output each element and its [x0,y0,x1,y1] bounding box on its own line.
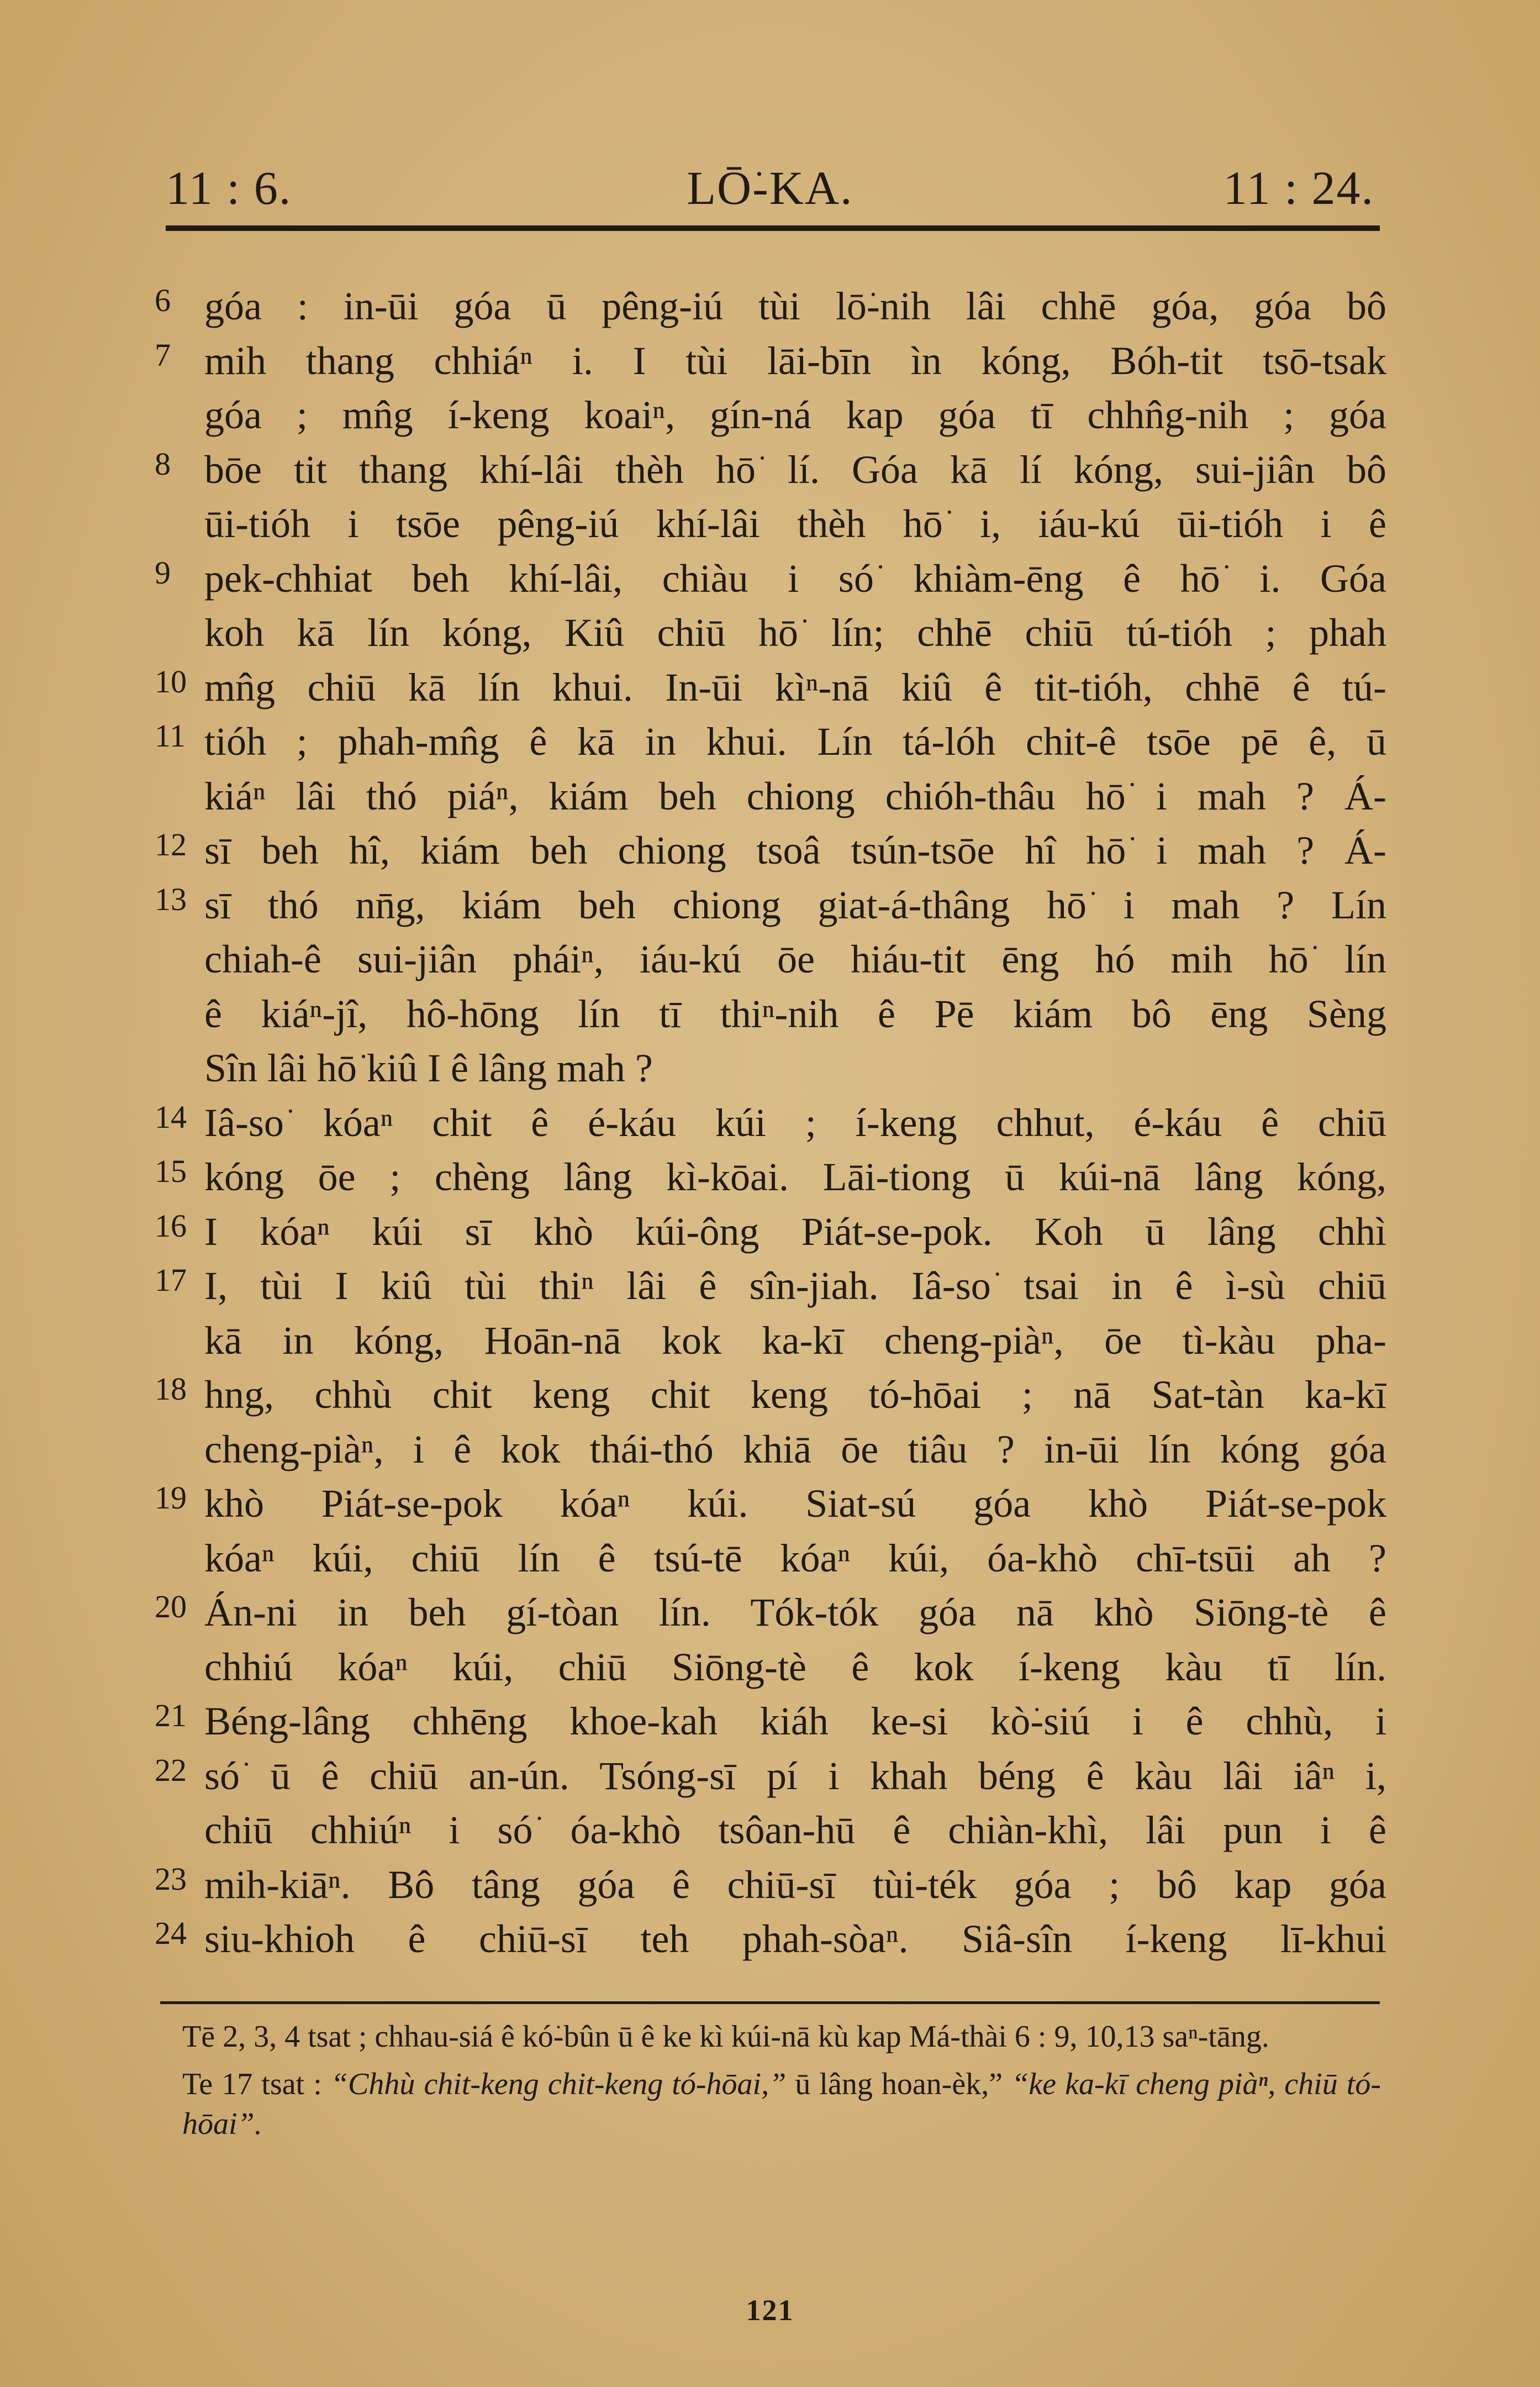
footnote-2-prefix: Te 17 tsat : [182,2067,322,2101]
line-text: tióh ; phah-mn̂g ê kā in khui. Lín tá-lóh chit-ê tsōe pē ê, ū [204,719,1386,764]
line-text: I, tùi I kiû tùi thiⁿ lâi ê sîn-jiah. Iâ-so͘ tsai in ê ì-sù chiū [204,1264,1386,1308]
line-text: koh kā lín kóng, Kiû chiū hō͘ lín; chhē chiū tú-tióh ; phah [204,611,1386,655]
text-line [155,987,1386,1042]
line-text: Iâ-so͘ kóaⁿ chit ê é-káu kúi ; í-keng chhut, é-káu ê chiū [204,1100,1386,1145]
text-line [155,823,1386,878]
line-text: ê kiáⁿ-jî, hô-hōng lín tī thiⁿ-nih ê Pē kiám bô ēng Sèng [204,991,1386,1036]
verse-number: 22 [155,1752,187,1788]
footnote-2 [182,2064,1381,2144]
line-text: siu-khioh ê chiū-sī teh phah-sòaⁿ. Siâ-sîn í-keng lī-khui [204,1917,1386,1961]
text-line [155,606,1386,660]
footnote-rule [160,2001,1380,2004]
running-header [166,160,1374,221]
verse-number: 17 [155,1262,187,1298]
line-text: góa : in-ūi góa ū pêng-iú tùi lō͘-nih lâi chhē góa, góa bô [204,284,1386,328]
verse-number: 16 [155,1207,187,1244]
line-text: pek-chhiat beh khí-lâi, chiàu i só͘ khiàm-ēng ê hō͘ i. Góa [204,556,1386,601]
line-text: cheng-piàⁿ, i ê kok thái-thó khiā ōe tiâu ? in-ūi lín kóng góa [204,1427,1386,1471]
verse-number: 6 [155,282,171,318]
line-text: mih-kiāⁿ. Bô tâng góa ê chiū-sī tùi-ték góa ; bô kap góa [204,1862,1386,1907]
footnote-2-quote-2: “ke ka-kī cheng piàⁿ, chiū tó-hōai”. [182,2067,1381,2141]
line-text: kóng ōe ; chèng lâng kì-kōai. Lāi-tiong ū kúi-nā lâng kóng, [204,1155,1386,1199]
footnote-1: Tē 2, 3, 4 tsat ; chhau-siá ê kó͘-bûn ū ê ke kì kúi-nā kù kap Má-thài 6 : 9, 10,13 saⁿ-tāng. [182,2020,1269,2054]
text-line [155,1096,1386,1150]
line-text: góa ; mn̂g í-keng koaiⁿ, gín-ná kap góa tī chhn̂g-nih ; góa [204,393,1386,437]
text-line [155,1205,1386,1259]
text-line [155,334,1386,388]
text-line [155,878,1386,933]
line-text: sī beh hî, kiám beh chiong tsoâ tsún-tsōe hî hō͘ i mah ? Á- [204,828,1386,872]
line-text: só͘ ū ê chiū an-ún. Tsóng-sī pí i khah béng ê kàu lâi iâⁿ i, [204,1753,1386,1798]
line-text: chiah-ê sui-jiân pháiⁿ, iáu-kú ōe hiáu-tit ēng hó mih hō͘ lín [204,937,1386,981]
text-line [155,1858,1386,1912]
footnote-2-quote-1: “Chhù chit-keng chit-keng tó-hōai,” [330,2067,787,2101]
verse-number: 14 [155,1098,187,1135]
line-text: Béng-lâng chhēng khoe-kah kiáh ke-si kò͘-siú i ê chhù, i [204,1699,1386,1743]
text-line [155,714,1386,769]
line-text: Án-ni in beh gí-tòan lín. Tók-tók góa nā khò Siōng-tè ê [204,1590,1386,1634]
line-text: kā in kóng, Hoān-nā kok ka-kī cheng-piàⁿ, ōe tì-kàu pha- [204,1318,1386,1363]
verse-number: 21 [155,1697,187,1733]
line-text: mn̂g chiū kā lín khui. In-ūi kìⁿ-nā kiû ê tit-tióh, chhē ê tú- [204,665,1386,709]
line-text: khò Piát-se-pok kóaⁿ kúi. Siat-sú góa khò Piát-se-pok [204,1481,1386,1526]
verse-number: 23 [155,1860,187,1897]
line-text: Sîn lâi hō͘ kiû I ê lâng mah ? [204,1046,653,1090]
line-text: mih thang chhiáⁿ i. I tùi lāi-bīn ìn kóng, Bóh-tit tsō-tsak [204,338,1386,383]
text-line [155,497,1386,551]
page-number: 121 [746,2294,794,2327]
text-line [155,769,1386,824]
text-line [155,1422,1386,1477]
text-line [155,660,1386,715]
verse-number: 19 [155,1480,187,1516]
verse-number: 24 [155,1915,187,1951]
verse-number: 8 [155,445,171,482]
line-text: I kóaⁿ kúi sī khò kúi-ông Piát-se-pok. Koh ū lâng chhì [204,1209,1386,1254]
chapter-verse-end: 11 : 24. [1223,161,1374,214]
chapter-verse-start: 11 : 6. [166,161,292,214]
text-line [155,1368,1386,1422]
verse-number: 11 [155,718,186,754]
text-line [155,1749,1386,1804]
verse-number: 7 [155,337,171,373]
text-line [155,443,1386,497]
text-line [155,1476,1386,1531]
text-line [155,551,1386,606]
text-line [155,388,1386,443]
line-text: kiáⁿ lâi thó piáⁿ, kiám beh chiong chióh-thâu hō͘ i mah ? Á- [204,774,1386,818]
line-text: sī thó nn̄g, kiám beh chiong giat-á-thâng hō͘ i mah ? Lín [204,882,1386,927]
text-line [155,1585,1386,1640]
text-line [155,1041,1386,1096]
text-line [155,1531,1386,1586]
header-rule [166,225,1380,231]
scripture-text [155,279,1386,1967]
verse-number: 12 [155,827,187,863]
verse-number: 9 [155,554,171,591]
book-title: LŌ͘-KA. [687,161,853,214]
text-line [155,1912,1386,1967]
text-line [155,932,1386,987]
line-text: ūi-tióh i tsōe pêng-iú khí-lâi thèh hō͘ i, iáu-kú ūi-tióh i ê [204,502,1386,546]
line-text: chiū chhiúⁿ i só͘ óa-khò tsôan-hū ê chiàn-khì, lâi pun i ê [204,1808,1386,1852]
footnotes [182,2017,1381,2152]
text-line [155,1803,1386,1858]
footnote-2-middle: ū lâng hoan-èk,” [795,2067,1003,2101]
text-line [155,1150,1386,1205]
text-line [155,279,1386,334]
line-text: chhiú kóaⁿ kúi, chiū Siōng-tè ê kok í-keng kàu tī lín. [204,1644,1386,1689]
line-text: bōe tit thang khí-lâi thèh hō͘ lí. Góa kā lí kóng, sui-jiân bô [204,447,1386,492]
verse-number: 18 [155,1371,187,1407]
verse-number: 20 [155,1589,187,1624]
line-text: kóaⁿ kúi, chiū lín ê tsú-tē kóaⁿ kúi, óa-khò chī-tsūi ah ? [204,1536,1386,1580]
verse-number: 15 [155,1153,187,1189]
text-line [155,1313,1386,1368]
verse-number: 13 [155,881,187,917]
text-line [155,1640,1386,1695]
text-line [155,1694,1386,1749]
text-line [155,1259,1386,1313]
verse-number: 10 [155,663,187,700]
line-text: hng, chhù chit keng chit keng tó-hōai ; nā Sat-tàn ka-kī [204,1373,1386,1417]
